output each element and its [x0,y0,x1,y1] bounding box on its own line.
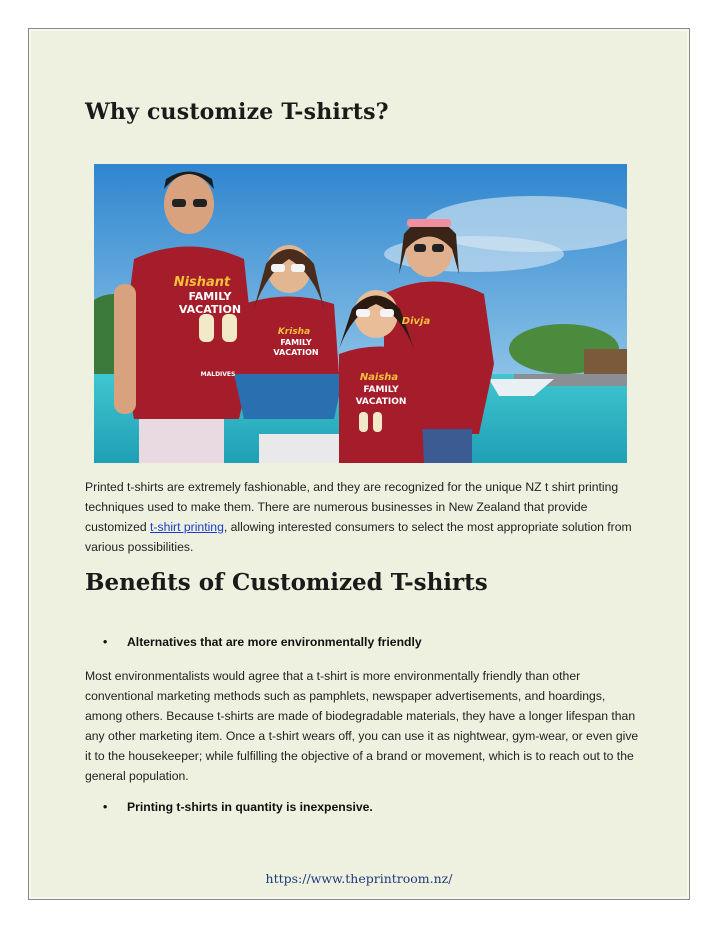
shirt-text-vacation-2: VACATION [273,348,319,357]
document-page [28,28,690,900]
bullet-item-inexpensive [103,800,373,814]
shirt-text-naisha: Naisha [359,372,399,383]
paragraph-intro-text-2: , allowing interested consumers to select the most appropriate solution from various possibilities. [85,520,632,554]
shirt-text-vacation-3: VACATION [355,397,407,407]
bullet-item-label: Printing t-shirts in quantity is inexpensive. [127,800,373,814]
paragraph-environment: Most environmentalists would agree that a t-shirt is more environmentally friendly than other conventional marketing methods such as pamphlets, newspaper advertisements, and hoardings, among others. Because t-shirts are made of biodegradable materials, they have a longer lifespan than any other marketing item. Once a t-shirt wears off, you can use it as nightwear, gym-wear, or even give it to the housekeeper; while fulfilling the objective of a brand or movement, which is to reach out to the general population. [85,669,639,783]
paragraph-intro-text-1: Printed t-shirts are extremely fashionable, and they are recognized for the unique NZ t shirt printing techniques used to make them. There are numerous businesses in New Zealand that provide customized [85,480,619,534]
family-photo [94,164,627,463]
bullet-item-environment [103,635,422,649]
shirt-text-family-3: FAMILY [363,385,399,395]
shirt-text-krisha: Krisha [277,327,311,337]
shirt-text-vacation: VACATION [178,303,242,316]
bullet-item-label: Alternatives that are more environmentally friendly [127,635,422,649]
paragraph-intro [85,477,645,557]
shirt-text-nishant: Nishant [173,275,231,290]
heading-benefits: Benefits of Customized T-shirts [85,569,488,596]
shirt-text-family: FAMILY [188,290,232,303]
hut [584,349,627,374]
bullet-dot: • [103,800,108,814]
shirt-text-maldives: MALDIVES [200,371,236,378]
footer-url[interactable]: https://www.theprintroom.nz/ [265,871,453,886]
t-shirt-printing-link[interactable]: t-shirt printing [150,520,224,534]
shirt-text-divja: Divja [401,316,431,327]
shirt-text-family-2: FAMILY [280,338,312,347]
bullet-dot: • [103,635,108,649]
heading-why-customize: Why customize T-shirts? [85,99,389,125]
